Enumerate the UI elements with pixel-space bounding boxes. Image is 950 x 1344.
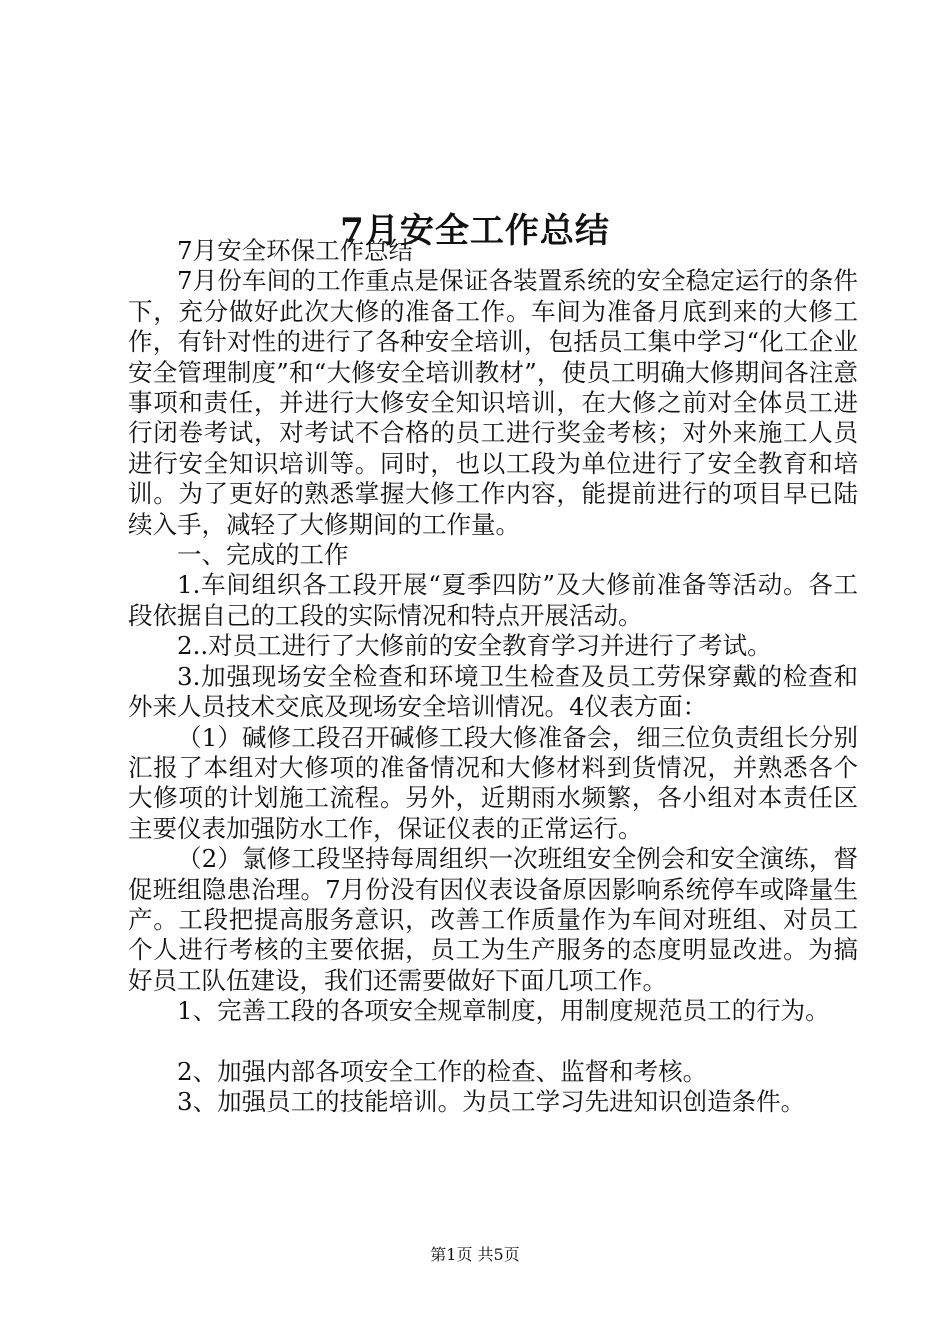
paragraph-item-2: 2..对员工进行了大修前的安全教育学习并进行了考试。 [177, 631, 772, 661]
paragraph-section-heading: 一、完成的工作 [177, 540, 349, 570]
paragraph-subitem-1: （1）碱修工段召开碱修工段大修准备会，细三位负责组长分别汇报了本组对大修项的准备情况和大修材料到货情况，并熟悉各个大修项的计划施工流程。另外，近期雨水频繁，各小组对本责任区主要仪表加强防水工作，保证仪表的正常运行。 [128, 722, 858, 843]
paragraph-subtitle: 7月安全环保工作总结 [177, 236, 414, 265]
paragraph-subitem-2: （2）氯修工段坚持每周组织一次班组安全例会和安全演练，督促班组隐患治理。7月份没有因仪表设备原因影响系统停车或降量生产。工段把提高服务意识，改善工作质量作为车间对班组、对员工个人进行考核的主要依据，员工为生产服务的态度明显改进。为搞好员工队伍建设，我们还需要做好下面几项工作。 [128, 844, 858, 995]
page-footer: 第1页 共5页 [430, 1245, 520, 1264]
paragraph-todo-2: 2、加强内部各项安全工作的检查、监督和考核。 [177, 1056, 708, 1086]
paragraph-item-1: 1.车间组织各工段开展“夏季四防”及大修前准备等活动。各工段依据自己的工段的实际情况和特点开展活动。 [128, 570, 858, 630]
paragraph-intro: 7月份车间的工作重点是保证各装置系统的安全稳定运行的条件下，充分做好此次大修的准备工作。车间为准备月底到来的大修工作，有针对性的进行了各种安全培训，包括员工集中学习“化工企业安全管理制度”和“大修安全培训教材”，使员工明确大修期间各注意事项和责任，并进行大修安全知识培训，在大修之前对全体员工进行闭卷考试，对考试不合格的员工进行奖金考核；对外来施工人员进行安全知识培训等。同时，也以工段为单位进行了安全教育和培训。为了更好的熟悉掌握大修工作内容，能提前进行的项目早已陆续入手，减轻了大修期间的工作量。 [128, 266, 858, 539]
paragraph-item-3: 3.加强现场安全检查和环境卫生检查及员工劳保穿戴的检查和外来人员技术交底及现场安全培训情况。4仪表方面： [128, 661, 858, 722]
paragraph-todo-3: 3、加强员工的技能培训。为员工学习先进知识创造条件。 [177, 1086, 806, 1116]
document-body [128, 236, 858, 1117]
document-title: 7月安全工作总结 [340, 210, 610, 251]
paragraph-todo-1: 1、完善工段的各项安全规章制度，用制度规范员工的行为。 [177, 996, 830, 1026]
